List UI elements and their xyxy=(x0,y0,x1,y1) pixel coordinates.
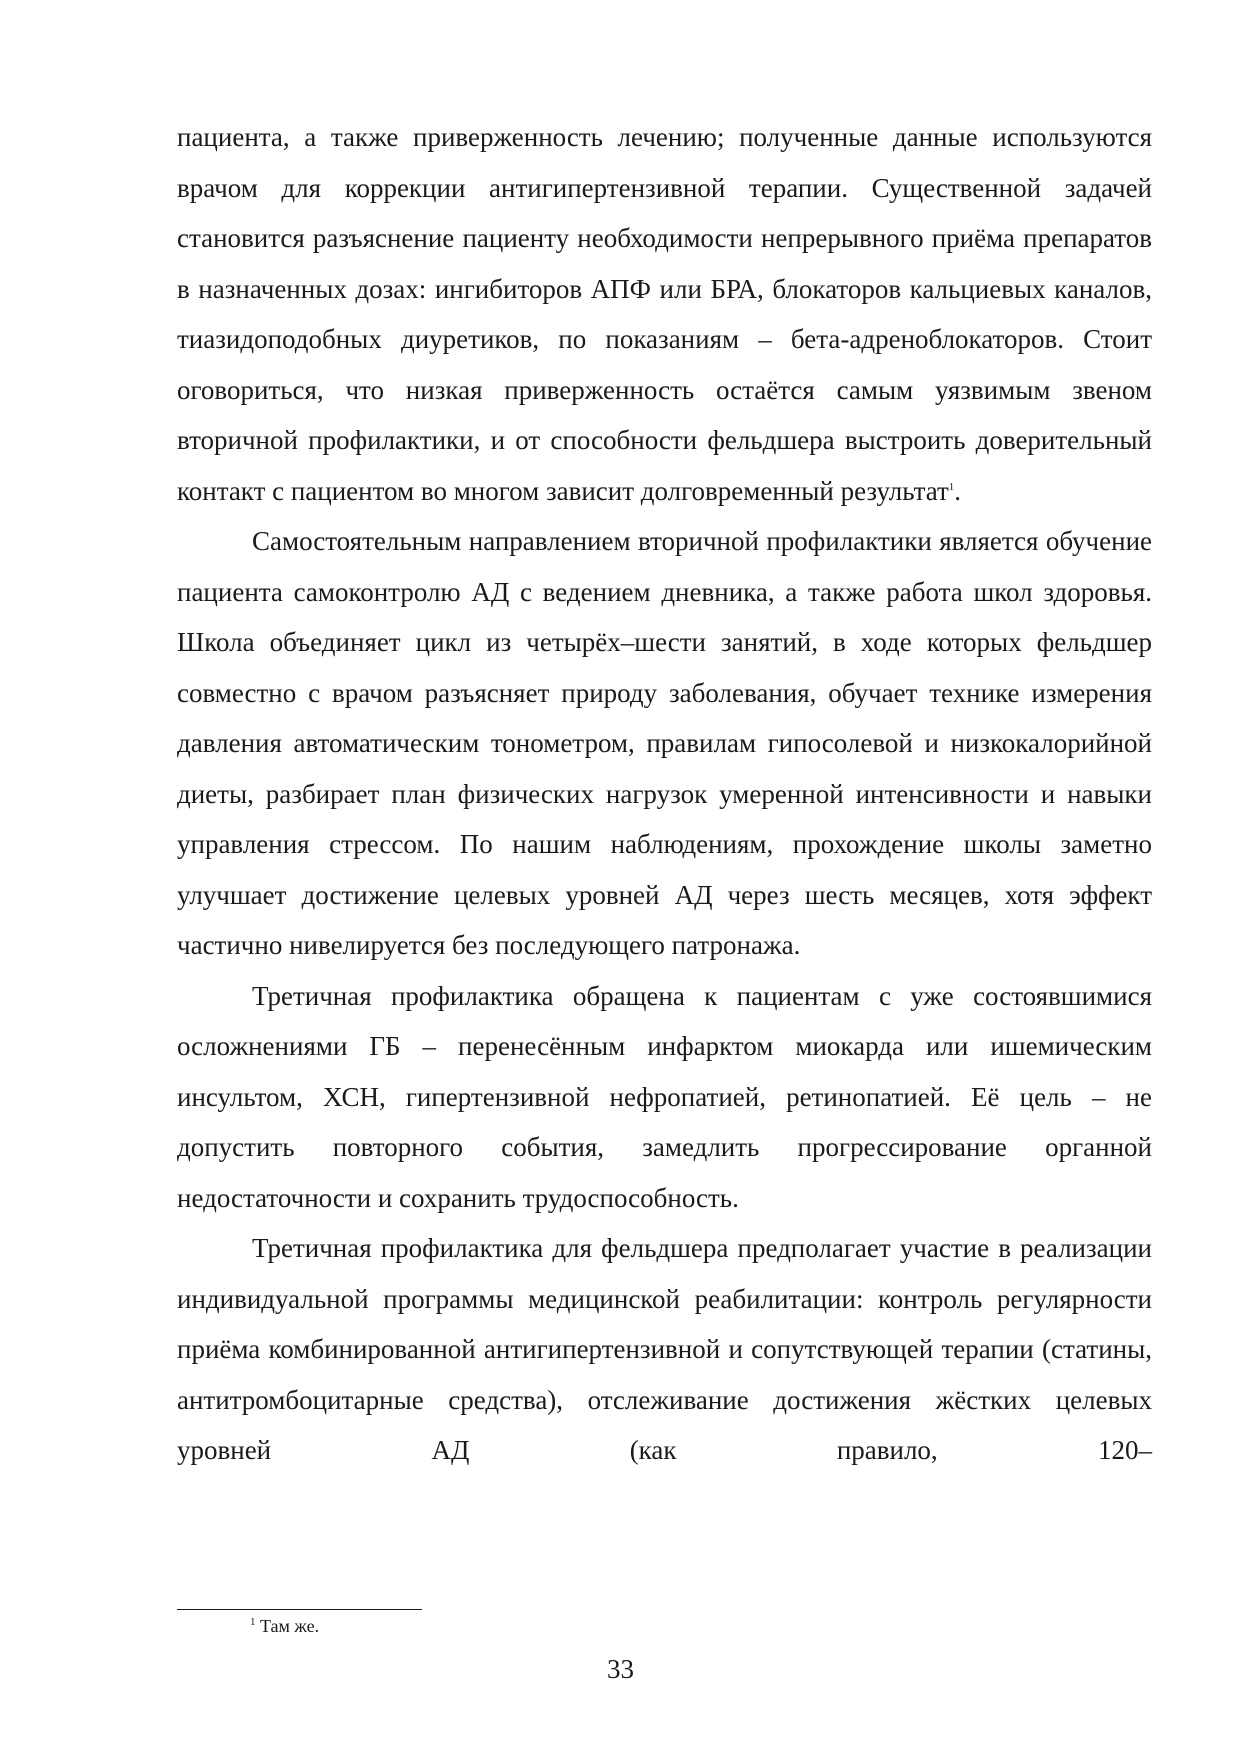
paragraph-2: Самостоятельным направлением вторичной профилактики является обучение пациента самоконтролю АД с ведением дневника, а также работа школ здоровья. Школа объединяет цикл из четырёх–шести занятий, в ходе которых фельдшер совместно с врачом разъясняет природу заболевания, обучает технике измерения давления автоматическим тонометром, правилам гипосолевой и низкокалорийной диеты, разбирает план физических нагрузок умеренной интенсивности и навыки управления стрессом. По нашим наблюдениям, прохождение школы заметно улучшает достижение целевых уровней АД через шесть месяцев, хотя эффект частично нивелируется без последующего патронажа. xyxy=(177,526,1152,960)
footnote-reference: 1 xyxy=(948,480,955,493)
footnote-separator xyxy=(177,1609,422,1610)
page-number: 33 xyxy=(607,1654,634,1684)
footnote-mark: 1 xyxy=(250,1616,256,1628)
paragraph-1-text: пациента, а также приверженность лечению; полученные данные используются врачом для коррекции антигипертензивной терапии. Существенной задачей становится разъяснение пациенту необходимости непрерывного приёма препаратов в назначенных дозах: ингибиторов АПФ или БРА, блокаторов кальциевых каналов, тиазидоподобных диуретиков, по показаниям – бета-адреноблокаторов. Стоит оговориться, что низкая приверженность остаётся самым уязвимым звеном вторичной профилактики, и от способности фельдшера выстроить доверительный контакт с пациентом во многом зависит долговременный результат xyxy=(177,122,1152,506)
paragraph-1-end: . xyxy=(954,475,962,506)
paragraph-4: Третичная профилактика для фельдшера предполагает участие в реализации индивидуальной программы медицинской реабилитации: контроль регулярности приёма комбинированной антигипертензивной и сопутствующей терапии (статины, антитромбоцитарные средства), отслеживание достижения жёстких целевых уровней АД (как правило, 120– xyxy=(177,1233,1152,1465)
footnote-text: Там же. xyxy=(260,1616,320,1636)
paragraph-1 xyxy=(177,112,1152,516)
body-text xyxy=(177,112,1152,1476)
footnote xyxy=(250,1614,319,1638)
paragraph-3: Третичная профилактика обращена к пациентам с уже состоявшимися осложнениями ГБ – перенесённым инфарктом миокарда или ишемическим инсультом, ХСН, гипертензивной нефропатией, ретинопатией. Её цель – не допустить повторного события, замедлить прогрессирование органной недостаточности и сохранить трудоспособность. xyxy=(177,980,1152,1213)
